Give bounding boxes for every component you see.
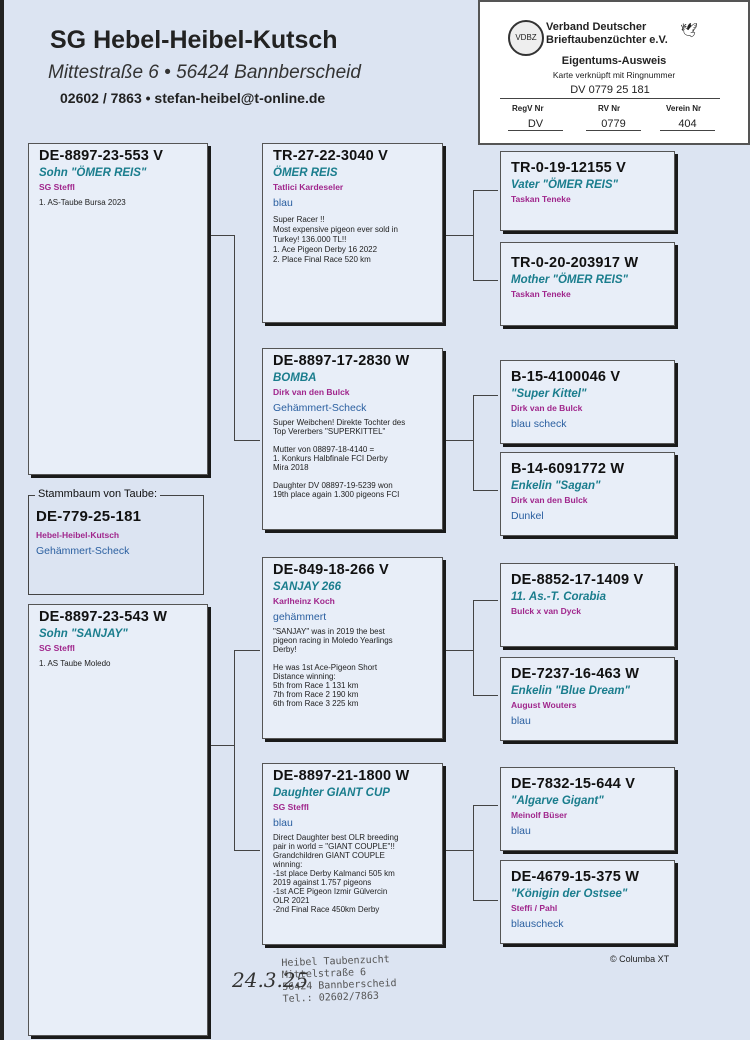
- mfm-name: Enkelin "Blue Dream": [511, 685, 630, 697]
- fm-breeder: Dirk van den Bulck: [273, 387, 350, 397]
- mmm-color: blauscheck: [511, 918, 564, 930]
- connector: [443, 850, 473, 851]
- mmf-breeder: Meinolf Büser: [511, 810, 568, 820]
- father-name: Sohn "ÖMER REIS": [39, 167, 147, 179]
- ffm-name: Mother "ÖMER REIS": [511, 274, 628, 286]
- connector: [208, 745, 234, 746]
- connector: [208, 235, 234, 236]
- card-heading: Eigentums-Ausweis: [561, 55, 667, 67]
- ff-card: [262, 143, 443, 323]
- connector: [473, 695, 498, 696]
- fmm-ring: B-14-6091772 W: [511, 461, 625, 477]
- binder-edge: [0, 0, 4, 1040]
- mother-ring: DE-8897-23-543 W: [39, 609, 168, 625]
- ff-name: ÖMER REIS: [273, 167, 338, 179]
- fm-note: Super Weibchen! Direkte Tochter des Top Vererbers "SUPERKITTEL" Mutter von 08897-18-4140 = 1. Konkurs Halbfinale FCI Derby Mira 2018 Daughter DV 08897-19-5239 won 19th place again 1.300 pigeons FCI: [273, 418, 406, 499]
- ffm-breeder: Taskan Teneke: [511, 289, 571, 299]
- fm-ring: DE-8897-17-2830 W: [273, 353, 410, 369]
- fm-color: Gehämmert-Scheck: [273, 402, 367, 414]
- mf-color: gehämmert: [273, 611, 327, 623]
- connector: [234, 650, 260, 651]
- mmf-name: "Algarve Gigant": [511, 795, 604, 807]
- mff-ring: DE-8852-17-1409 V: [511, 572, 644, 588]
- connector: [443, 235, 473, 236]
- mfm-color: blau: [511, 715, 531, 727]
- card-organization: Verband Deutscher Brieftaubenzüchter e.V.: [546, 21, 668, 46]
- mother-note: 1. AS Taube Moledo: [39, 659, 111, 668]
- mfm-breeder: August Wouters: [511, 700, 577, 710]
- mm-note: Direct Daughter best OLR breeding pair in world = "GIANT COUPLE"!! Grandchildren GIANT COUPLE winning: -1st place Derby Kalmanci 505 km 2019 against 1.757 pigeons -1st ACE Pigeon Izmir Gülvercin OLR 2021 -2nd Final Race 450km Derby: [273, 833, 399, 914]
- father-note: 1. AS-Taube Bursa 2023: [39, 198, 126, 207]
- mother-breeder: SG Steffl: [39, 643, 75, 653]
- connector: [234, 440, 260, 441]
- mf-ring: DE-849-18-266 V: [273, 562, 389, 578]
- mmf-card: [500, 767, 675, 851]
- fff-name: Vater "ÖMER REIS": [511, 179, 618, 191]
- father-card: [28, 143, 208, 475]
- connector: [473, 280, 498, 281]
- mff-breeder: Bulck x van Dyck: [511, 606, 581, 616]
- mm-color: blau: [273, 817, 293, 829]
- card-value-verein: 404: [660, 118, 715, 131]
- breeder-stamp: Heibel Taubenzucht Mittelstraße 6 56424 Bannberscheid Tel.: 02602/7863: [281, 954, 397, 1005]
- pigeon-icon: 🕊: [680, 22, 698, 38]
- connector: [234, 650, 235, 850]
- mm-breeder: SG Steffl: [273, 802, 309, 812]
- mf-name: SANJAY 266: [273, 581, 341, 593]
- copyright: © Columba XT: [610, 954, 670, 964]
- connector: [473, 805, 498, 806]
- fm-card: [262, 348, 443, 530]
- card-ring-number: DV 0779 25 181: [500, 82, 720, 99]
- mf-note: "SANJAY" was in 2019 the best pigeon racing in Moledo Yearlings Derby! He was 1st Ace-Pigeon Short Distance winning: 5th from Race 1 131 km 7th from Race 2 190 km 6th from Race 3 225 km: [273, 627, 393, 708]
- connector: [473, 190, 498, 191]
- ff-breeder: Tatlici Kardeseler: [273, 182, 344, 192]
- father-ring: DE-8897-23-553 V: [39, 148, 164, 164]
- connector: [473, 805, 474, 900]
- mfm-card: [500, 657, 675, 741]
- mmm-card: [500, 860, 675, 944]
- connector: [443, 650, 473, 651]
- fmf-breeder: Dirk van de Bulck: [511, 403, 583, 413]
- ownership-card: [478, 0, 750, 145]
- father-breeder: SG Steffl: [39, 182, 75, 192]
- mmf-color: blau: [511, 825, 531, 837]
- fm-name: BOMBA: [273, 372, 317, 384]
- mff-name: 11. As.-T. Corabia: [511, 591, 607, 603]
- mm-name: Daughter GIANT CUP: [273, 787, 390, 799]
- mmf-ring: DE-7832-15-644 V: [511, 776, 636, 792]
- fmm-breeder: Dirk van den Bulck: [511, 495, 588, 505]
- ffm-card: [500, 242, 675, 326]
- connector: [473, 395, 498, 396]
- vdbz-logo-icon: VDBZ: [508, 20, 544, 56]
- fmf-card: [500, 360, 675, 444]
- connector: [234, 235, 235, 440]
- breeder-contact: 02602 / 7863 • stefan-heibel@t-online.de: [60, 90, 326, 106]
- card-value-regv: DV: [508, 118, 563, 131]
- ffm-ring: TR-0-20-203917 W: [511, 255, 639, 271]
- connector: [473, 490, 498, 491]
- connector: [443, 440, 473, 441]
- connector: [473, 190, 474, 280]
- connector: [234, 850, 260, 851]
- ff-ring: TR-27-22-3040 V: [273, 148, 389, 164]
- connector: [473, 900, 498, 901]
- fff-breeder: Taskan Teneke: [511, 194, 571, 204]
- connector: [473, 600, 498, 601]
- fff-card: [500, 151, 675, 231]
- fmf-color: blau scheck: [511, 418, 567, 430]
- card-label-regv: RegV Nr: [512, 104, 544, 113]
- fff-ring: TR-0-19-12155 V: [511, 160, 627, 176]
- mother-card: [28, 604, 208, 1036]
- ff-color: blau: [273, 197, 293, 209]
- mm-card: [262, 763, 443, 945]
- card-label-verein: Verein Nr: [666, 104, 702, 113]
- mother-name: Sohn "SANJAY": [39, 628, 128, 640]
- fmm-card: [500, 452, 675, 536]
- mf-card: [262, 557, 443, 739]
- fmf-name: "Super Kittel": [511, 388, 587, 400]
- fmm-name: Enkelin "Sagan": [511, 480, 601, 492]
- subject-block: [36, 508, 141, 557]
- ff-note: Super Racer !! Most expensive pigeon ever sold in Turkey! 136.000 TL!! 1. Ace Pigeon Derby 16 2022 2. Place Final Race 520 km: [273, 215, 398, 264]
- subject-ring: DE-779-25-181: [36, 508, 142, 525]
- mf-breeder: Karlheinz Koch: [273, 596, 335, 606]
- connector: [473, 600, 474, 695]
- breeder-address: Mittestraße 6 • 56424 Bannberscheid: [48, 62, 361, 83]
- card-subheading: Karte verknüpft mit Ringnummer: [552, 70, 676, 80]
- fmm-color: Dunkel: [511, 510, 544, 522]
- mmm-ring: DE-4679-15-375 W: [511, 869, 640, 885]
- connector: [473, 395, 474, 490]
- breeder-title: SG Hebel-Heibel-Kutsch: [50, 26, 338, 54]
- subject-breeder: Hebel-Heibel-Kutsch: [36, 530, 120, 540]
- mff-card: [500, 563, 675, 647]
- mfm-ring: DE-7237-16-463 W: [511, 666, 640, 682]
- subject-color: Gehämmert-Scheck: [36, 545, 130, 557]
- card-value-rv: 0779: [586, 118, 641, 131]
- fmf-ring: B-15-4100046 V: [511, 369, 621, 385]
- signature-date: 24.3.25: [232, 968, 309, 992]
- mm-ring: DE-8897-21-1800 W: [273, 768, 410, 784]
- card-label-rv: RV Nr: [598, 104, 621, 113]
- subject-legend: Stammbaum von Taube:: [35, 488, 160, 500]
- mmm-breeder: Steffi / Pahl: [511, 903, 558, 913]
- mmm-name: "Königin der Ostsee": [511, 888, 628, 900]
